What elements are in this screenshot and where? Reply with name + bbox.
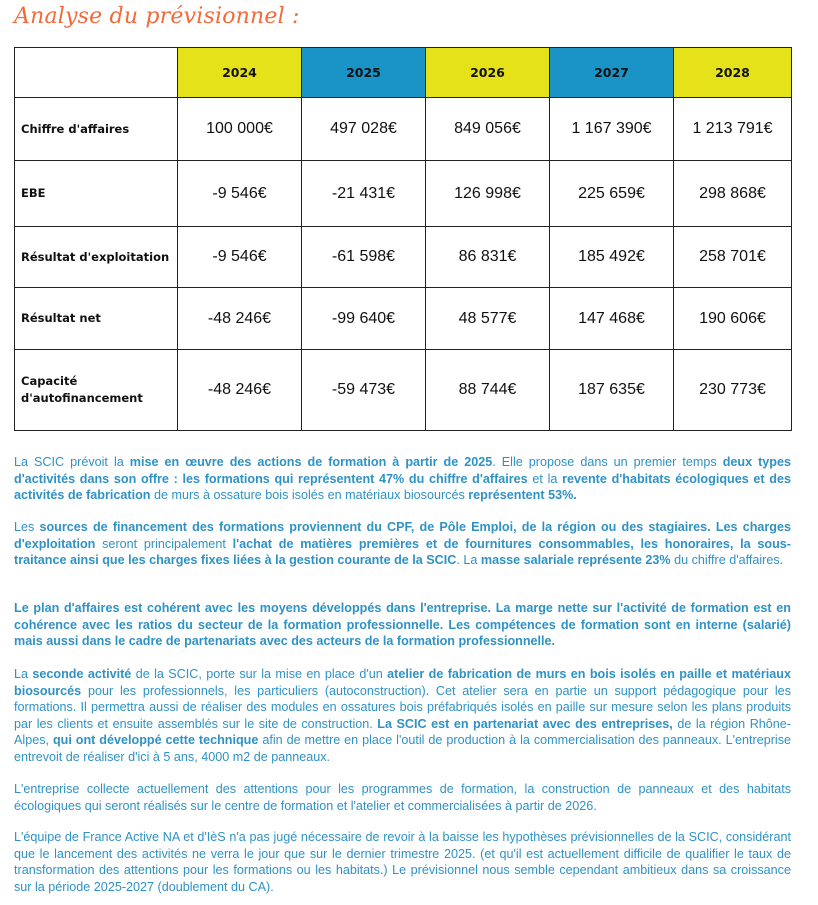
table-row	[15, 350, 792, 431]
text-run: L'équipe de France Active NA et d'IèS n'a pas jugé nécessaire de revoir à la baisse les hypothèses prévisionnelles de la SCIC, considérant que le lancement des activités ne verra le jour que sur le dernier trimestre 2025. (et qu'il est actuellement difficile de qualifier le taux de transformation des attentions pour les formations ou les habitats.) Le prévisionnel nous semble cependant ambitieux dans sa croissance sur la période 2025-2027 (doublement du CA).	[14, 830, 791, 894]
value-cell: 126 998€	[426, 161, 550, 227]
row-label: Résultat net	[15, 288, 178, 350]
value-cell: 298 868€	[674, 161, 792, 227]
row-label: EBE	[15, 161, 178, 227]
text-run: . La	[456, 553, 481, 568]
year-header: 2024	[178, 48, 302, 98]
value-cell: 849 056€	[426, 98, 550, 161]
bold-text-run: seconde activité	[32, 667, 132, 681]
row-label: Résultat d'exploitation	[15, 227, 178, 288]
text-run: et la	[527, 471, 563, 486]
value-cell: -59 473€	[302, 350, 426, 431]
value-cell: 100 000€	[178, 98, 302, 161]
bold-text-run: mise en œuvre des actions de formation à partir de 2025	[129, 455, 493, 469]
text-run: afin de mettre en place l'outil de production à la commercialisation des panneaux. L'entreprise entrevoit de réaliser d'ici à 5 ans, 4000 m2 de panneaux.	[14, 733, 791, 764]
bold-text-run: Le plan d'affaires est cohérent avec les moyens développés dans l'entreprise. La marge nette sur l'activité de formation est en cohérence avec les ratios du secteur de la formation professionnelle. Les compétences de formation sont en interne (salarié) mais aussi dans le cadre de partenariats avec des acteurs de la formation professionnelle.	[14, 601, 791, 649]
text-run: . Elle propose dans un premier temps	[492, 455, 723, 469]
value-cell: 225 659€	[550, 161, 674, 227]
text-run: La	[14, 667, 33, 681]
year-header: 2028	[674, 48, 792, 98]
text-run: de murs à ossature bois isolés en matériaux biosourcés	[150, 488, 469, 503]
text-run: pour les professionnels, les particuliers (autoconstruction). Cet atelier sera en partie un support pédagogique pour les formations. Il permettra aussi de réaliser des modules en ossatures bois préfabriqués isolés en paille sur mesure selon les plans produits par les clients et ensuite assemblés sur le site de construction.	[14, 683, 791, 731]
year-header: 2027	[550, 48, 674, 98]
value-cell: 497 028€	[302, 98, 426, 161]
value-cell: 190 606€	[674, 288, 792, 350]
paragraph-formation-offer	[14, 454, 791, 504]
bold-text-run: La SCIC est en partenariat avec des entreprises,	[377, 716, 673, 731]
value-cell: -61 598€	[302, 227, 426, 288]
text-run: Les	[14, 520, 40, 534]
header-empty-cell	[15, 48, 178, 98]
value-cell: 88 744€	[426, 350, 550, 431]
year-header: 2025	[302, 48, 426, 98]
value-cell: 187 635€	[550, 350, 674, 431]
value-cell: 1 213 791€	[674, 98, 792, 161]
bold-text-run: deux types d'activités dans son offre : les formations qui représentent 47% du chiffre d'affaires	[14, 455, 791, 486]
value-cell: 86 831€	[426, 227, 550, 288]
value-cell: -99 640€	[302, 288, 426, 350]
value-cell: -48 246€	[178, 288, 302, 350]
bold-text-run: atelier de fabrication de murs en bois isolés en paille et matériaux biosourcés	[14, 667, 791, 698]
bold-text-run: représentent 53%.	[468, 488, 577, 503]
row-label: Capacité d'autofinancement	[15, 350, 178, 431]
paragraph-second-activity	[14, 666, 791, 766]
row-label: Chiffre d'affaires	[15, 98, 178, 161]
forecast-table	[14, 47, 792, 431]
text-run: de la SCIC, porte sur la mise en place d'un	[131, 667, 388, 681]
bold-text-run: l'achat de matières premières et de fournitures consommables, les honoraires, la sous-traitance ainsi que les charges fixes liées à la gestion courante de la SCIC	[14, 536, 791, 568]
text-run: du chiffre d'affaires.	[670, 553, 784, 568]
table-row	[15, 161, 792, 227]
page-title: Analyse du prévisionnel :	[14, 4, 300, 29]
value-cell: 48 577€	[426, 288, 550, 350]
value-cell: -9 546€	[178, 227, 302, 288]
value-cell: -21 431€	[302, 161, 426, 227]
text-run: L'entreprise collecte actuellement des attentions pour les programmes de formation, la construction de panneaux et des habitats écologiques qui seront réalisés sur le centre de formation et l'atelier et commercialisées à partir de 2026.	[14, 782, 791, 813]
value-cell: 230 773€	[674, 350, 792, 431]
bold-text-run: revente d'habitats écologiques et des activités de fabrication	[14, 471, 791, 503]
value-cell: 185 492€	[550, 227, 674, 288]
value-cell: -9 546€	[178, 161, 302, 227]
table-row	[15, 227, 792, 288]
text-run: La SCIC prévoit la	[14, 455, 130, 469]
year-header: 2026	[426, 48, 550, 98]
table-header-row	[15, 48, 792, 98]
paragraph-evaluation	[14, 829, 791, 895]
value-cell: 258 701€	[674, 227, 792, 288]
table-row	[15, 288, 792, 350]
table-row	[15, 98, 792, 161]
text-run: seront principalement	[95, 536, 233, 551]
value-cell: 147 468€	[550, 288, 674, 350]
value-cell: 1 167 390€	[550, 98, 674, 161]
paragraph-interest-collection	[14, 781, 791, 814]
bold-text-run: qui ont développé cette technique	[52, 733, 259, 748]
bold-text-run: sources de financement des formations proviennent du CPF, de Pôle Emploi, de la région ou des stagiaires. Les charges d'exploitation	[14, 520, 792, 551]
text-run: de la région Rhône-Alpes,	[14, 716, 791, 748]
paragraph-business-plan	[14, 600, 791, 650]
value-cell: -48 246€	[178, 350, 302, 431]
paragraph-financing-sources	[14, 519, 791, 569]
bold-text-run: masse salariale représente 23%	[480, 553, 671, 568]
